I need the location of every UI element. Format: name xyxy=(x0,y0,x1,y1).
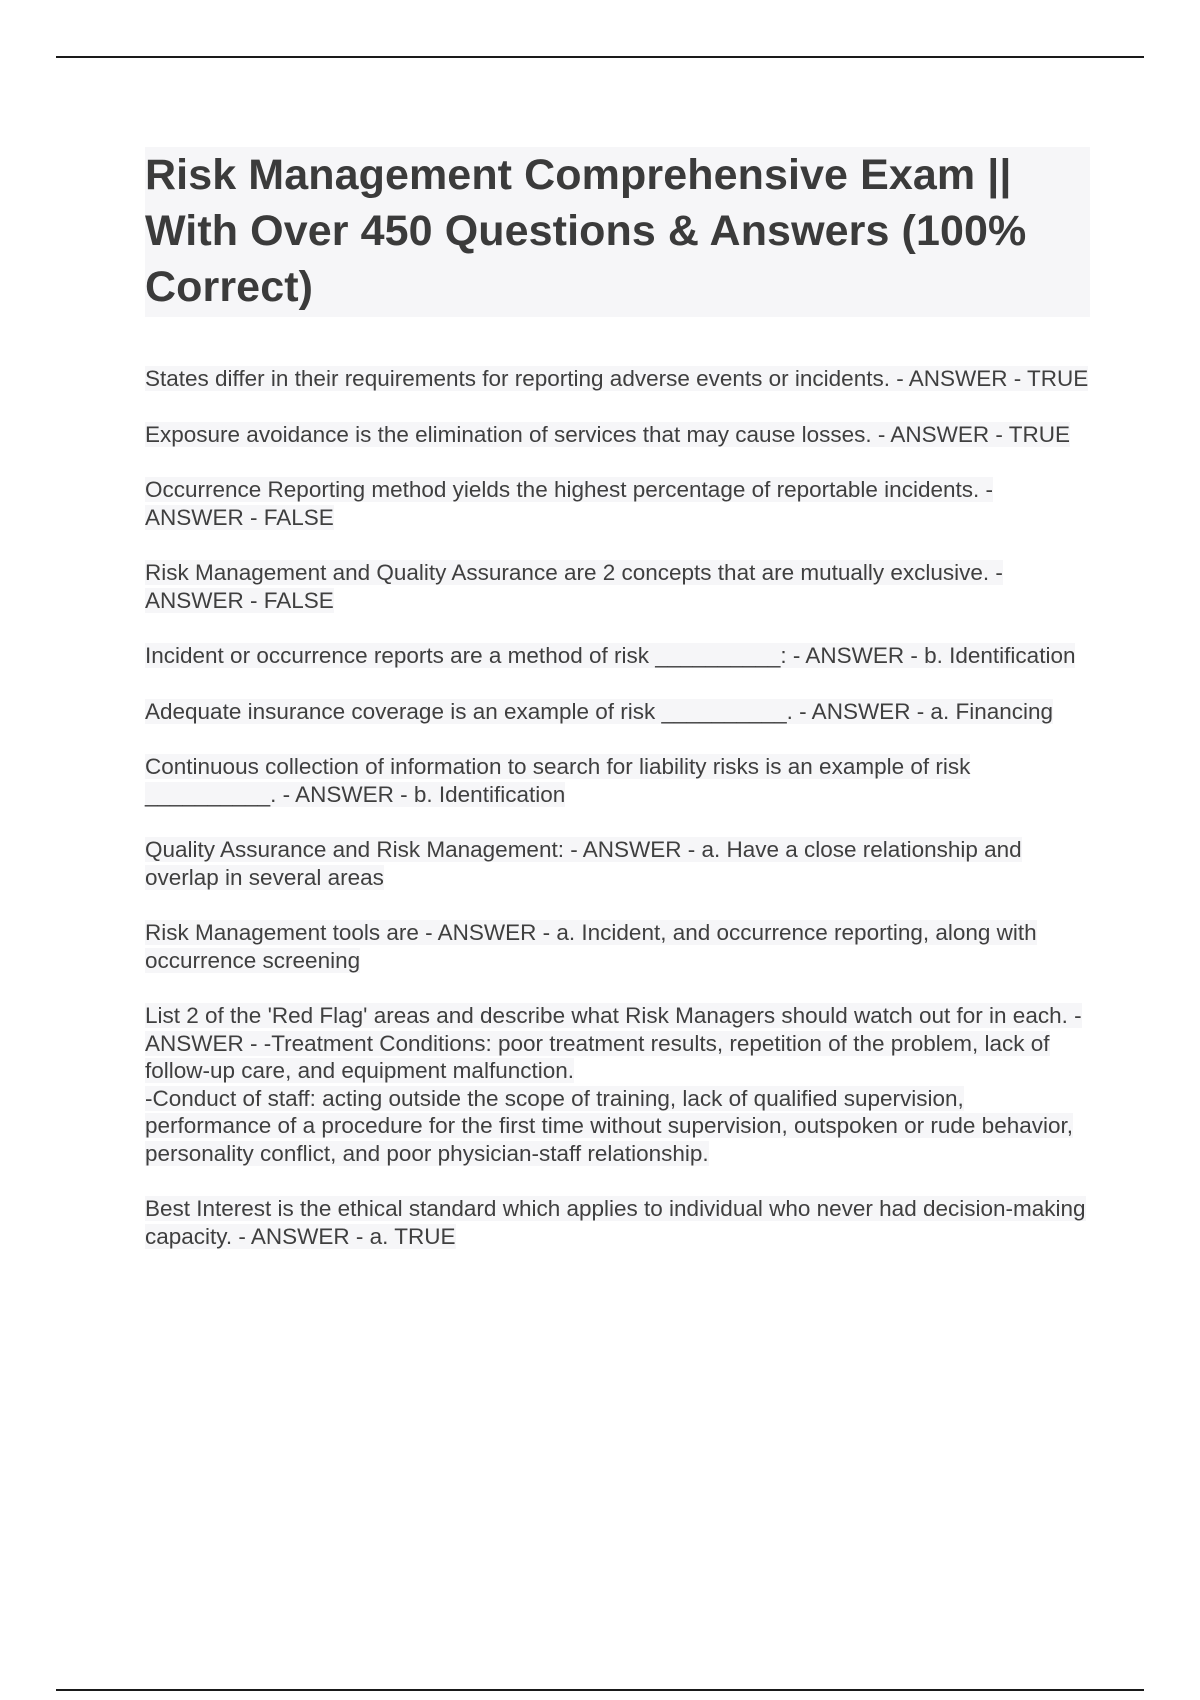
qa-item xyxy=(145,836,1090,891)
qa-text: Quality Assurance and Risk Management: - ANSWER - a. Have a close relationship and overlap in several areas xyxy=(145,837,1022,890)
qa-text: Exposure avoidance is the elimination of services that may cause losses. - ANSWER - TRUE xyxy=(145,421,1070,447)
title-block xyxy=(145,147,1090,317)
qa-list xyxy=(145,365,1090,1250)
qa-text: Risk Management and Quality Assurance are 2 concepts that are mutually exclusive. - ANSWER - FALSE xyxy=(145,560,1003,613)
qa-text: Best Interest is the ethical standard which applies to individual who never had decision-making capacity. - ANSWER - a. TRUE xyxy=(145,1196,1086,1249)
qa-text: Incident or occurrence reports are a method of risk __________: - ANSWER - b. Identification xyxy=(145,643,1076,668)
qa-item xyxy=(145,1002,1090,1167)
qa-item xyxy=(145,476,1090,531)
qa-text: Risk Management tools are - ANSWER - a. Incident, and occurrence reporting, along with occurrence screening xyxy=(145,920,1037,973)
qa-text: Continuous collection of information to search for liability risks is an example of risk __________. - ANSWER - b. Identification xyxy=(145,754,971,807)
qa-text: Occurrence Reporting method yields the highest percentage of reportable incidents. - ANSWER - FALSE xyxy=(145,477,993,530)
qa-text: Adequate insurance coverage is an example of risk __________. - ANSWER - a. Financing xyxy=(145,698,1054,724)
document-title: Risk Management Comprehensive Exam || With Over 450 Questions & Answers (100% Correct) xyxy=(145,151,1027,311)
qa-item xyxy=(145,1195,1090,1250)
qa-item xyxy=(145,919,1090,974)
qa-text: States differ in their requirements for reporting adverse events or incidents. - ANSWER - TRUE xyxy=(145,366,1089,391)
qa-item xyxy=(145,365,1090,393)
header-rule xyxy=(56,56,1144,58)
qa-item xyxy=(145,421,1090,449)
footer-rule xyxy=(56,1689,1144,1691)
qa-item xyxy=(145,642,1090,670)
qa-item xyxy=(145,698,1090,726)
qa-text-continued: -Conduct of staff: acting outside the scope of training, lack of qualified supervision, performance of a procedure for the first time without supervision, outspoken or rude behavior, personality conflict, and poor physician-staff relationship. xyxy=(145,1085,1073,1166)
qa-text: List 2 of the 'Red Flag' areas and describe what Risk Managers should watch out for in each. - ANSWER - -Treatment Conditions: poor treatment results, repetition of the problem, lack of follow-up care, and equipment malfunction. xyxy=(145,1003,1082,1083)
qa-item xyxy=(145,559,1090,614)
document-body xyxy=(145,147,1090,1278)
qa-item xyxy=(145,753,1090,808)
